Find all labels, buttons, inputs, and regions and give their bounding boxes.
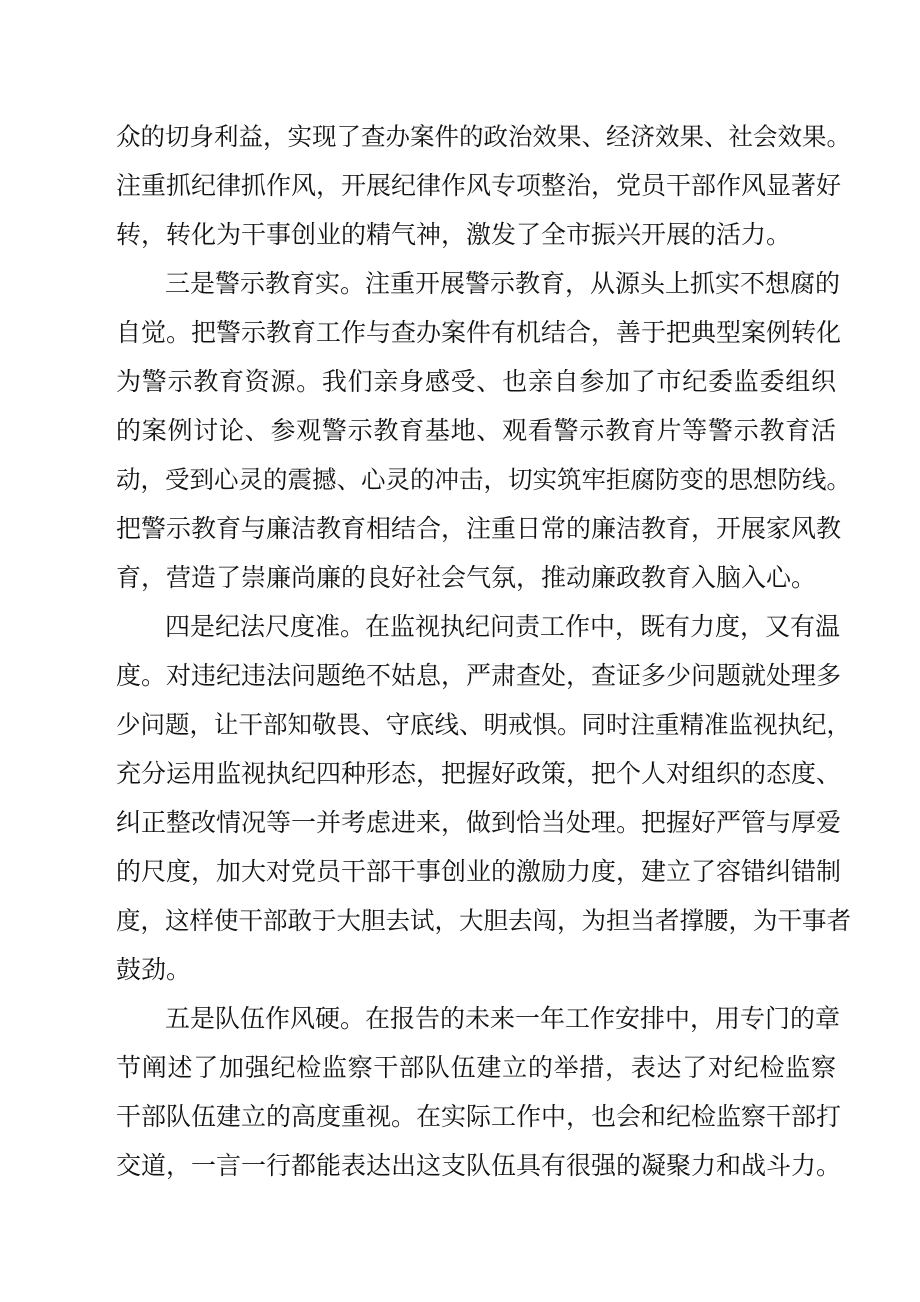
text-line: 动，受到心灵的震撼、心灵的冲击，切实筑牢拒腐防变的思想防线。 xyxy=(116,465,851,494)
text-line: 节阐述了加强纪检监察干部队伍建立的举措，表达了对纪检监察 xyxy=(116,1053,836,1082)
text-line: 少问题，让干部知敬畏、守底线、明戒惧。同时注重精准监视执纪， xyxy=(116,710,851,739)
text-line: 自觉。把警示教育工作与查办案件有机结合，善于把典型案例转化 xyxy=(116,318,842,347)
text-line: 鼓劲。 xyxy=(116,955,192,984)
text-line: 育，营造了崇廉尚廉的良好社会气氛，推动廉政教育入脑入心。 xyxy=(116,563,817,592)
text-line: 交道，一言一行都能表达出这支队伍具有很强的凝聚力和战斗力。 xyxy=(116,1151,842,1180)
text-line: 纠正整改情况等一并考虑进来，做到恰当处理。把握好严管与厚爱 xyxy=(116,808,842,837)
paragraph-start-line: 四是纪法尺度准。在监视执纪问责工作中，既有力度，又有温 xyxy=(165,612,841,641)
text-line: 度，这样使干部敢于大胆去试，大胆去闯，为担当者撑腰，为干事者 xyxy=(116,906,851,935)
paragraph-start-line: 五是队伍作风硬。在报告的未来一年工作安排中，用专门的章 xyxy=(165,1004,841,1033)
text-line: 度。对违纪违法问题绝不姑息，严肃查处，查证多少问题就处理多 xyxy=(116,661,842,690)
paragraph-start-line: 三是警示教育实。注重开展警示教育，从源头上抓实不想腐的 xyxy=(165,269,841,298)
text-line: 为警示教育资源。我们亲身感受、也亲自参加了市纪委监委组织 xyxy=(116,367,836,396)
text-line: 充分运用监视执纪四种形态，把握好政策，把个人对组织的态度、 xyxy=(116,759,842,788)
text-line: 转，转化为干事创业的精气神，激发了全市振兴开展的活力。 xyxy=(116,220,792,249)
text-line: 的尺度，加大对党员干部干事创业的激励力度，建立了容错纠错制 xyxy=(116,857,842,886)
text-line: 众的切身利益，实现了查办案件的政治效果、经济效果、社会效果。 xyxy=(116,122,851,151)
text-line: 把警示教育与廉洁教育相结合，注重日常的廉洁教育，开展家风教 xyxy=(116,514,842,543)
text-line: 的案例讨论、参观警示教育基地、观看警示教育片等警示教育活 xyxy=(116,416,836,445)
text-line: 注重抓纪律抓作风，开展纪律作风专项整治，党员干部作风显著好 xyxy=(116,171,842,200)
text-line: 干部队伍建立的高度重视。在实际工作中，也会和纪检监察干部打 xyxy=(116,1102,842,1131)
